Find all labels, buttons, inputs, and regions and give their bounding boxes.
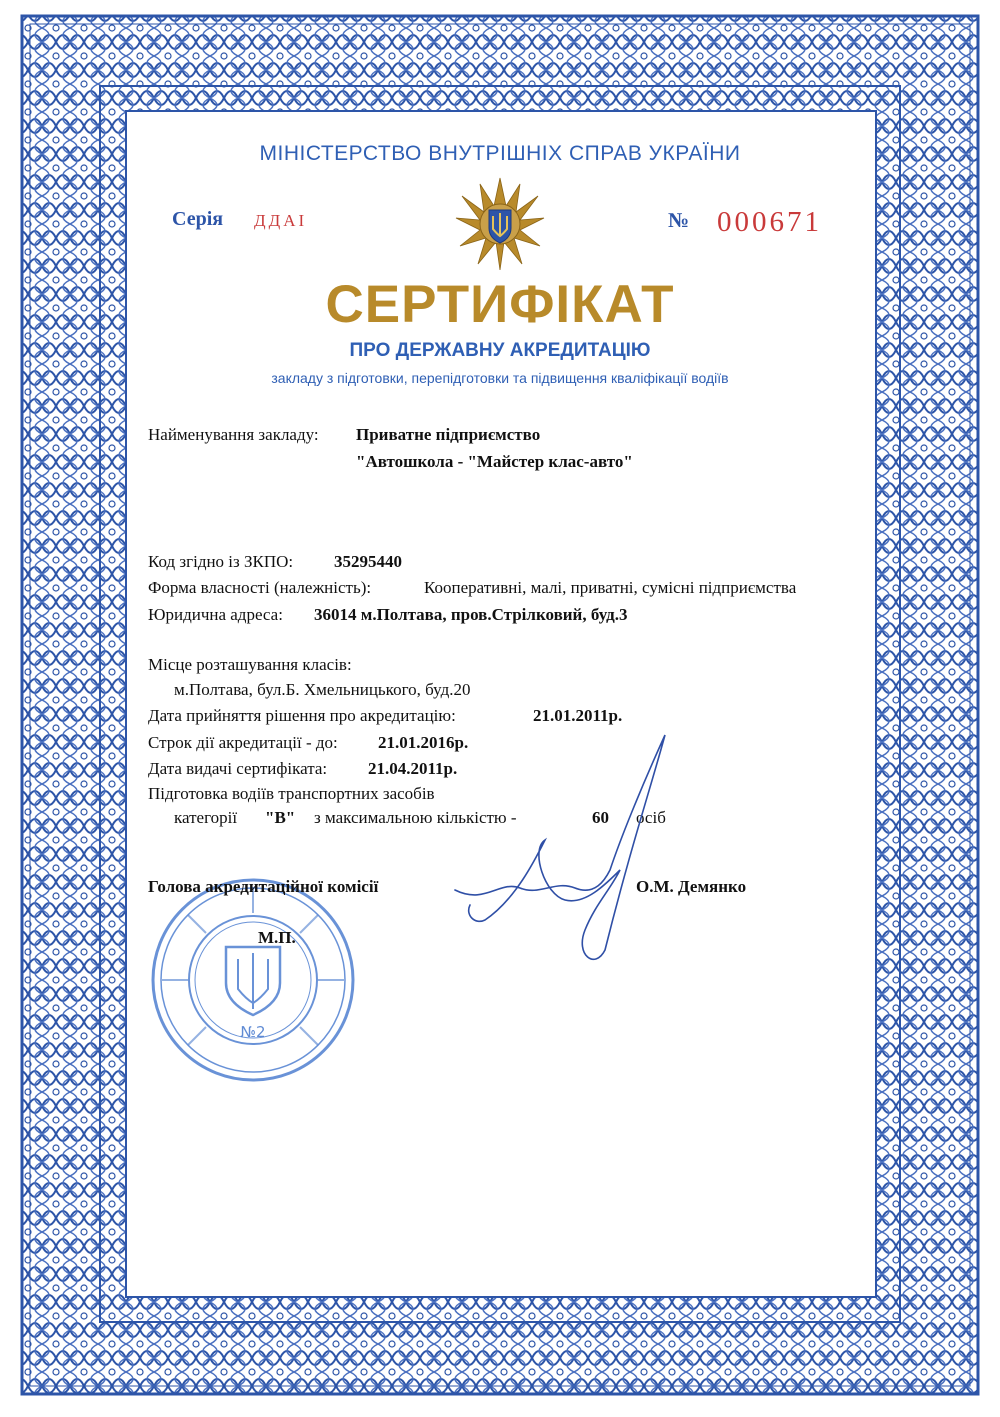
- number-label: №: [668, 208, 690, 232]
- ministry-header: МІНІСТЕРСТВО ВНУТРІШНІХ СПРАВ УКРАЇНИ: [259, 142, 741, 165]
- certificate-number: 000671: [717, 206, 822, 238]
- max-count-label: з максимальною кількістю -: [314, 808, 517, 827]
- ownership-value: Кооперативні, малі, приватні, сумісні підприємства: [424, 578, 797, 597]
- category-value: "В": [265, 808, 296, 827]
- issue-date-value: 21.04.2011р.: [368, 759, 458, 778]
- stamp-place-label: М.П.: [258, 928, 296, 947]
- decision-date-value: 21.01.2011р.: [533, 706, 623, 725]
- commission-chair-name: О.М. Демянко: [636, 877, 747, 896]
- certificate-title: СЕРТИФІКАТ: [325, 275, 675, 334]
- ownership-label: Форма власності (належність):: [148, 578, 372, 597]
- seal-number: №2: [240, 1023, 266, 1041]
- institution-name-line2: "Автошкола - "Майстер клас-авто": [356, 452, 633, 471]
- decision-date-label: Дата прийняття рішення про акредитацію:: [148, 706, 456, 725]
- commission-chair-label: Голова акредитаційної комісії: [148, 877, 379, 896]
- validity-value: 21.01.2016р.: [378, 733, 469, 752]
- series-label: Серія: [172, 208, 224, 230]
- institution-name-line1: Приватне підприємство: [356, 425, 541, 444]
- handwritten-signature: [445, 730, 685, 970]
- validity-label: Строк дії акредитації - до:: [148, 733, 338, 752]
- certificate-subtitle: ПРО ДЕРЖАВНУ АКРЕДИТАЦІЮ: [349, 340, 651, 361]
- institution-name-label: Найменування закладу:: [148, 425, 319, 444]
- code-label: Код згідно із ЗКПО:: [148, 552, 294, 571]
- address-value: 36014 м.Полтава, пров.Стрілковий, буд.3: [314, 605, 628, 624]
- official-seal-stamp: [148, 875, 358, 1085]
- police-star-emblem-icon: [452, 176, 548, 272]
- persons-label: осіб: [636, 808, 666, 827]
- code-value: 35295440: [334, 552, 402, 571]
- training-label: Підготовка водіїв транспортних засобів: [148, 784, 435, 803]
- category-prefix: категорії: [174, 808, 238, 827]
- classes-location-label: Місце розташування класів:: [148, 655, 352, 674]
- issue-date-label: Дата видачі сертифіката:: [148, 759, 328, 778]
- max-count-value: 60: [592, 808, 609, 827]
- address-label: Юридична адреса:: [148, 605, 283, 624]
- certificate-description: закладу з підготовки, перепідготовки та підвищення кваліфікації водіїв: [271, 370, 729, 386]
- classes-location-value: м.Полтава, бул.Б. Хмельницького, буд.20: [174, 680, 471, 699]
- series-value: ДДАІ: [254, 211, 308, 230]
